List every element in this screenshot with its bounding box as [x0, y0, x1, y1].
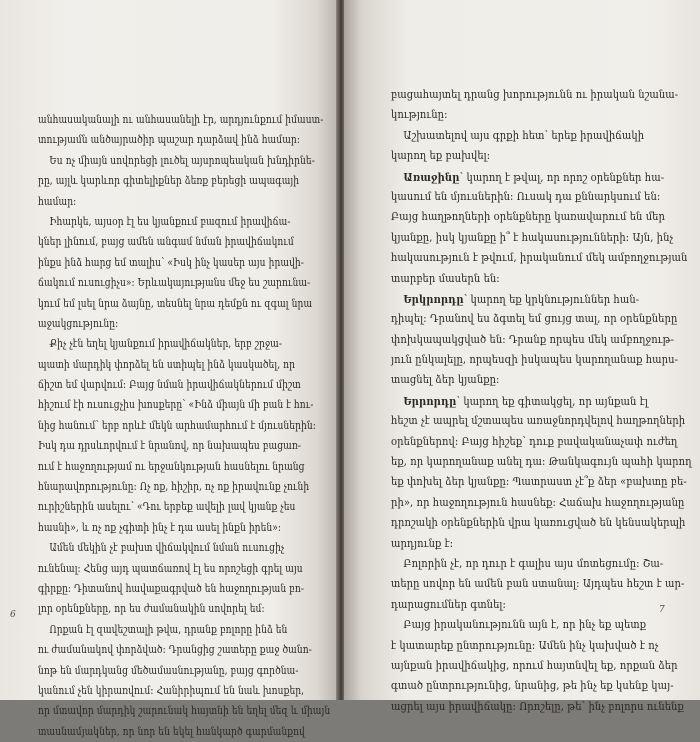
text-line: ճակում ուսուցիչս»: Երևակայությանս մեջ ես շարունա-: [38, 276, 311, 290]
text-line: նոթ են մարդկանց մեծամասնությանը, բայց գործնա-: [38, 663, 299, 677]
text-line: եք, որ կարողանաք անել դա: Թանկագույն պահի կարող: [391, 455, 692, 469]
text-line: կարող եք բախվել:: [391, 149, 491, 163]
text-line: է կատարեք ընտրությունը: Ամեն ինչ կախված է ոչ: [391, 638, 659, 652]
text-line: ճիշտ եմ վարվում: Բայց նման իրավիճակներում միշտ: [38, 378, 301, 392]
left-page: [0, 0, 338, 738]
text-line: հնարավորությունը: Ոչ ոք, հիշիր, ոչ ոք իրավունք չունի: [38, 480, 310, 494]
emphasized-word: Երրորդը: [403, 393, 457, 408]
text-line: կանում չեն կիրառվում: Հանիրիպում են նաև խոսքեր,: [38, 683, 305, 697]
text-line: տացնել ձեր կյանքը:: [391, 373, 500, 387]
text-line: ու ժամանակով փորձված: Դրանցից շատերը քաջ ծանո-: [38, 643, 312, 657]
text-line: կներ լինում, բայց ամեն անգամ նման իրավիճակում: [38, 235, 294, 249]
text-line: հեշտ չէ ապրել մշտապես առաջնորդվելով հաղթողների: [391, 414, 686, 428]
text-line: տությամն անծայրածիր պաշար դարձավ ինձ համար:: [38, 133, 301, 147]
text-line: կասում են մյուսներին: Ուսակ դա քննարկսում են:: [391, 189, 661, 203]
text-line: յուն ընկալելը, որպեսզի իսկապես կարողանաք հարս-: [391, 353, 679, 367]
right-page: [344, 0, 700, 713]
text-line: դիպել: Դրանով ես ձգտել եմ ցույց տալ, որ օրենքները: [391, 312, 678, 326]
text-line: անհասականալի ու անհասանելի էր, արդյունքում իմաստ-: [38, 113, 324, 126]
text-line: ում է հաջողությամ ու երջանկության հասնելու նրանց: [38, 459, 305, 473]
text-line: դարացումներ գտնել:: [391, 597, 506, 611]
text-line: եք փոխել ձեր կյանքը: Պատրաստ չէ՞ք ձեր «բախտը բե-: [391, 475, 687, 489]
text-line: փոխկապակցված են: Դրանք որպես մեկ ամբողջութ-: [391, 332, 675, 346]
right-page-text: [391, 85, 692, 717]
text-line: կությունը:: [391, 108, 448, 122]
text-line: ինքս ինձ հարց եմ տալիս՝ «Իսկ ինչ կասեր այս իրավի-: [38, 255, 304, 269]
text-line: հիշում էի ուսուցչիս խոսքերը՝ «Ինձ միայն մի բան է հու-: [38, 398, 314, 412]
text-line-rest: ՝ կարող է թվալ, որ որոշ օրենքներ հա-: [459, 170, 665, 184]
left-page-number: 6: [10, 610, 16, 620]
text-line: լոր օրենքները, որ ես ժամանակին սովորել եմ:: [38, 602, 265, 616]
text-line: ունենալ: Հենց այդ պատճառով էլ ես որոշեցի գրել այս: [38, 561, 303, 575]
text-line: տասնամյակներ, որ նոր են եկել հանկարծ գարմանքով: [38, 724, 305, 738]
text-line: որ մտավոր մարդիկ շարունակ հայտնի են եղել մեզ և միայն: [38, 704, 331, 718]
text-line: տարբեր մասերն են:: [391, 271, 500, 285]
text-line: պատի մարդիկ փորձել են ստիպել ինձ կասկածել, որ: [38, 357, 296, 371]
text-line: նից հանում՝ երբ որևէ մեկն արհամարհում է մյուսներին:: [38, 418, 316, 432]
text-line: արդյունք է:: [391, 536, 454, 550]
text-line: գիրքը: Դիտանով հավաքագրված են հաջողության բո-: [38, 581, 304, 595]
text-line: բացահայտել դրանց խորությունն ու իրական նշանա-: [391, 88, 679, 101]
text-line: [391, 289, 692, 309]
text-line: րի», որ հաջողություն հասնեք: Հաճախ հաջողությանը: [391, 495, 685, 509]
text-line: Բայց իրականությունն այն է, որ ինչ եք պետք: [403, 618, 647, 632]
text-line: Աշխատելով այս գրքի հետ՝ երեք իրավիճակի: [403, 128, 645, 142]
text-line: կյանքը, իսկ կյանքը ի՞ է հակասությունների: Այն, ինչ: [391, 230, 674, 244]
text-line: համար:: [38, 194, 77, 208]
text-line: տերը սովոր են ամեն բան ստանալ: Այդպես հեշտ է ար-: [391, 577, 685, 591]
left-page-text: [38, 110, 330, 742]
right-page-number: 7: [659, 605, 665, 615]
text-line: Բոլորին չէ, որ դուր է գալիս այս մոտեցումը: Շա-: [403, 556, 664, 570]
text-line: այնքան իրավիճակից, որում հայտնվել եք, որքան ձեր: [391, 658, 678, 672]
text-line: [391, 391, 692, 411]
text-line: աջակցությունը:: [38, 316, 119, 330]
text-line: ացրել այս իրավիճակը: Որոշելը, թե՝ ինչ բոլորս ունենք: [391, 699, 684, 713]
text-line: Իհարկե, այսօր էլ ես կյանքում բազում իրավիճա-: [49, 214, 291, 228]
text-line: րը, այլև կարևոր գիտելիքներ ձեռք բերեցի ապագայի: [38, 174, 300, 188]
text-line: Ամեն մեկին չէ բախտ վիճակվում նման ուսուցիչ: [49, 541, 285, 555]
text-line: ուրիշներին ասելու՝ «Դու երբեք ավելի լավ կյանք չես: [38, 500, 296, 514]
text-line: օրենքներով: Բայց հիշեք՝ դուք բավականաչափ ուժեղ: [391, 434, 678, 448]
text-line: Ես ոչ միայն սովորեցի լուծել այսրոպեական խնդիրնե-: [49, 153, 315, 167]
text-line: Իսկ դա դրսևորվում է նրանով, որ նախապես բացառ-: [38, 439, 302, 453]
text-line: [391, 167, 692, 187]
text-line: Բայց հաղթողների օրենքները կառավարում են մեր: [391, 210, 666, 224]
text-line: հակասություն է թվում, իրականում մեկ ամբողջության: [391, 251, 688, 265]
text-line-rest: ՝ կարող եք կրկնություններ հան-: [463, 292, 640, 306]
emphasized-word: Առաջինը: [403, 169, 460, 184]
emphasized-word: Երկրորդը: [403, 291, 464, 306]
text-line: կում եմ լսել նրա ձայնը, տեսնել նրա դեմքն ու զգալ նրա: [38, 296, 313, 310]
text-line: հասնի», և ոչ ոք չգիտի ինչ է դա ասել ինքն իրեն»:: [38, 520, 282, 534]
text-line-rest: ՝ կարող եք գիտակցել, որ այնքան էլ: [456, 394, 648, 408]
text-line: գտած ընտրությունից, նրանից, թե ինչ եք կսենք կայ-: [391, 679, 674, 693]
text-line: Քիչ չէն եղել կյանքում իրավիճակներ, երբ շրջա-: [49, 337, 283, 351]
text-line: դրոշակի օրենքներին վրա կառուցված են կենսակերպի: [391, 516, 686, 530]
text-line: Որքան էլ զավեշտալի թվա, դրանք բոլորը ինձ են: [49, 622, 288, 636]
